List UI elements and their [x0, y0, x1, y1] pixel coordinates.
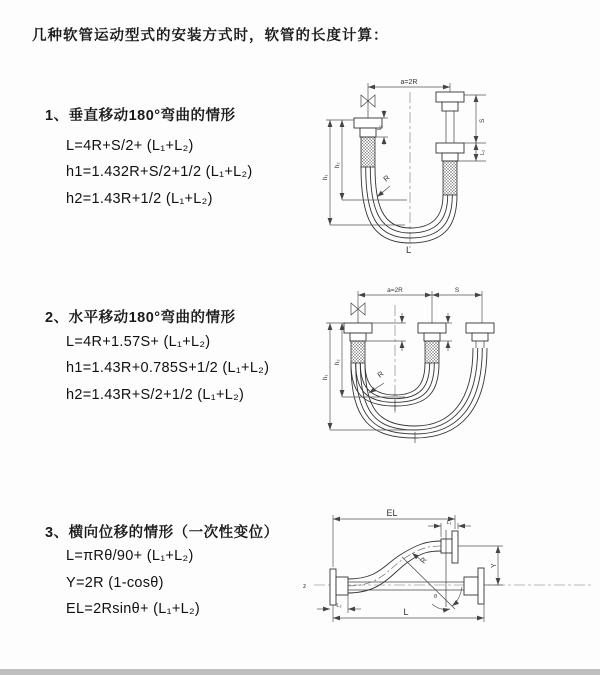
radius-label: R — [381, 173, 392, 184]
braided-hose-section — [361, 137, 375, 167]
section-2-formula-h1: h1=1.43R+0.785S+1/2 (L₁+L₂) — [66, 360, 270, 376]
flange — [436, 92, 464, 102]
flange — [478, 568, 484, 604]
page-title: 几种软管运动型式的安装方式时，软管的长度计算： — [32, 28, 389, 44]
length-label: L — [406, 245, 412, 256]
dim-label-s: S — [454, 287, 460, 294]
section-3-formula-L: L=πRθ/90+ (L₁+L₂) — [66, 548, 194, 564]
section-3-heading: 3、横向位移的情形（一次性变位） — [45, 525, 279, 541]
section-1-heading: 1、垂直移动180°弯曲的情形 — [45, 108, 236, 124]
diagram-horizontal-180-bend — [310, 280, 600, 465]
section-3-formula-Y: Y=2R (1-cosθ) — [66, 575, 164, 591]
dim-label-l1: L₁ — [446, 520, 452, 526]
section-1-formula-h1: h1=1.432R+S/2+1/2 (L₁+L₂) — [66, 164, 253, 180]
centerline-mark: z — [303, 583, 307, 590]
angle-label: θ — [434, 594, 438, 600]
braided-hose-section — [425, 341, 439, 363]
dim-label-h2: h₂ — [335, 359, 341, 365]
section-1-formula-L: L=4R+S/2+ (L₁+L₂) — [66, 138, 194, 154]
dim-label-s: S — [479, 118, 486, 123]
dim-label-a2r: a=2R — [387, 287, 403, 294]
flange — [452, 531, 458, 563]
dim-label-l2: L₂ — [336, 603, 342, 609]
section-3-formula-EL: EL=2Rsinθ+ (L₁+L₂) — [66, 601, 201, 617]
radius-label: R — [375, 369, 386, 380]
diagram-vertical-180-bend — [310, 70, 600, 262]
length-label: L — [403, 607, 409, 617]
braided-hose-section — [351, 341, 365, 363]
section-2-heading: 2、水平移动180°弯曲的情形 — [45, 310, 236, 326]
diagram-lateral-displacement — [300, 505, 600, 650]
dim-label-el: EL — [386, 508, 398, 518]
section-2-formula-L: L=4R+1.57S+ (L₁+L₂) — [66, 334, 211, 350]
flange — [436, 143, 464, 153]
dim-label-h1: h₁ — [323, 374, 329, 380]
dim-label-y: Y — [491, 563, 498, 568]
dim-label-h1: h₁ — [323, 174, 329, 180]
flange — [330, 569, 336, 605]
dim-label-l1: L₁ — [377, 125, 383, 130]
dim-label-h2: h₂ — [335, 162, 341, 168]
radius-label: R — [418, 555, 429, 566]
dim-label-a2r: a=2R — [400, 79, 418, 86]
dim-label-l2: L₂ — [480, 149, 486, 155]
section-2-formula-h2: h2=1.43R+S/2+1/2 (L₁+L₂) — [66, 387, 245, 403]
section-1-formula-h2: h2=1.43R+1/2 (L₁+L₂) — [66, 191, 213, 207]
flange — [418, 323, 446, 333]
page-bottom-edge — [0, 669, 600, 675]
braided-hose-section — [443, 161, 457, 195]
flange — [466, 323, 494, 333]
flange — [344, 323, 372, 333]
